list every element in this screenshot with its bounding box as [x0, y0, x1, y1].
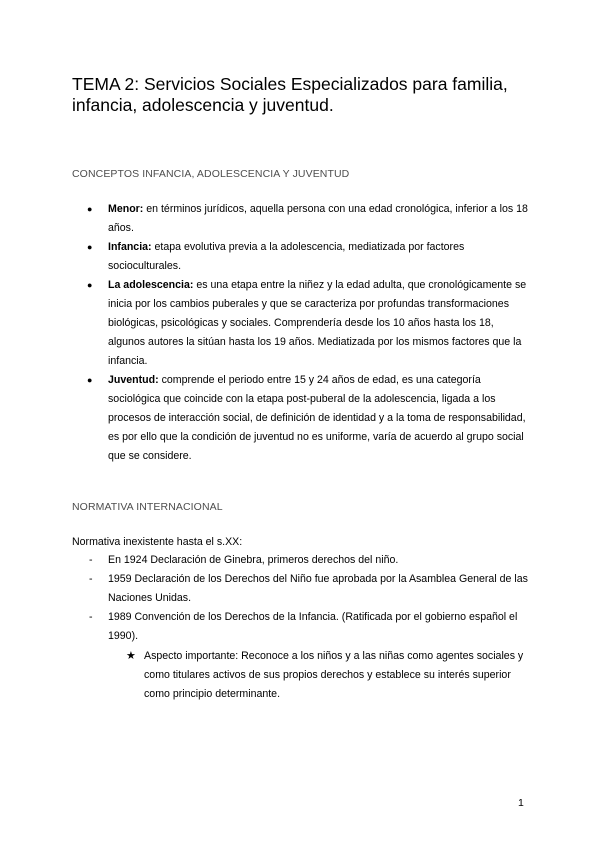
term-definition: comprende el periodo entre 15 y 24 años de edad, es una categoría sociológica que coincide con la etapa post-puberal de la adolescencia, ligada a los procesos de interacción social, de definición de identidad y a la toma de responsabilidad, es por ello que la condición de juventud no es uniforme, varía de acuerdo al grupo social que se considere. — [108, 374, 526, 462]
list-item — [72, 570, 528, 608]
list-item — [72, 608, 528, 646]
concepts-list — [72, 200, 528, 466]
list-item — [72, 200, 528, 238]
term-definition: en términos jurídicos, aquella persona con una edad cronológica, inferior a los 18 años. — [108, 203, 528, 234]
list-item — [72, 276, 528, 371]
term-label: Juventud: — [108, 374, 159, 386]
term-label: La adolescencia: — [108, 279, 194, 291]
term-label: Infancia: — [108, 241, 152, 253]
section-heading-conceptos: CONCEPTOS INFANCIA, ADOLESCENCIA Y JUVENTUD — [72, 168, 350, 180]
term-definition: etapa evolutiva previa a la adolescencia, mediatizada por factores socioculturales. — [108, 241, 465, 272]
dash-icon: - — [89, 611, 93, 623]
term-definition: es una etapa entre la niñez y la edad adulta, que cronológicamente se inicia por los cambios puberales y que se caracteriza por profundas transformaciones biológicas, psicológicas y sociales. Comprendería desde los 10 años hasta los 18, algunos autores la sitúan hasta los 19 años. Mediatizada por los mismos factores que la infancia. — [108, 279, 527, 367]
bullet-icon: ● — [87, 242, 93, 252]
important-note — [126, 647, 528, 704]
page-title: TEMA 2: Servicios Sociales Especializados para familia, infancia, adolescencia y juventud. — [72, 74, 508, 115]
dash-icon: - — [89, 554, 93, 566]
list-item-text: 1959 Declaración de los Derechos del Niño fue aprobada por la Asamblea General de las Naciones Unidas. — [108, 573, 528, 604]
star-icon: ★ — [126, 650, 136, 662]
normativa-list — [72, 551, 528, 646]
term-label: Menor: — [108, 203, 144, 215]
normativa-intro: Normativa inexistente hasta el s.XX: — [72, 536, 243, 548]
list-item-text: 1989 Convención de los Derechos de la Infancia. (Ratificada por el gobierno español el 1990). — [108, 611, 518, 642]
bullet-icon: ● — [87, 280, 93, 290]
list-item-text: En 1924 Declaración de Ginebra, primeros derechos del niño. — [108, 554, 399, 566]
dash-icon: - — [89, 573, 93, 585]
list-item — [72, 238, 528, 276]
section-heading-normativa: NORMATIVA INTERNACIONAL — [72, 501, 223, 513]
page-number: 1 — [518, 797, 524, 809]
important-note-text: Aspecto importante: Reconoce a los niños y a las niñas como agentes sociales y como titulares activos de sus propios derechos y establece su interés superior como principio determinante. — [144, 650, 524, 700]
list-item — [72, 371, 528, 466]
bullet-icon: ● — [87, 375, 93, 385]
bullet-icon: ● — [87, 204, 93, 214]
list-item — [72, 551, 528, 570]
